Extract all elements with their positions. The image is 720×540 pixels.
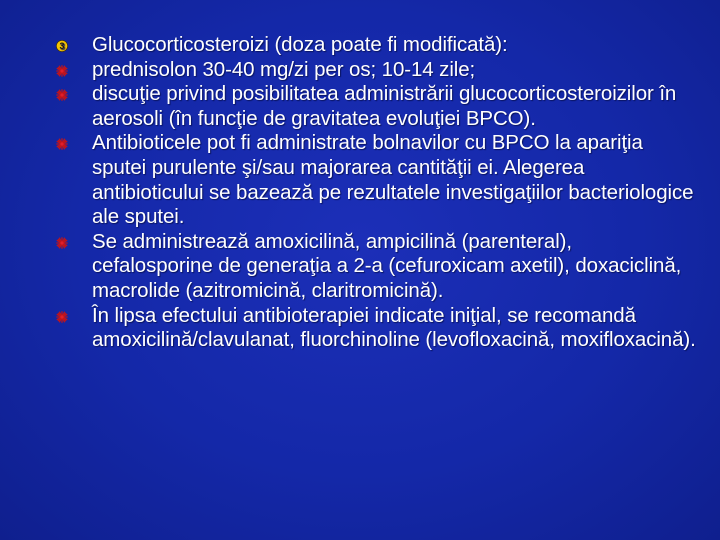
starburst-icon: [56, 237, 68, 249]
bullet-text: Se administrează amoxicilină, ampicilină (parenteral), cefalosporine de generaţia a 2-a (cefuroxicam axetil), doxaciclină, macrolide (azitromicină, claritromicină).: [92, 229, 682, 302]
bullet-list: [56, 33, 696, 353]
bullet-text: prednisolon 30-40 mg/zi per os; 10-14 zile;: [92, 57, 476, 81]
bullet-text: Glucocorticosteroizi (doza poate fi modificată):: [92, 33, 508, 56]
bullet-item-administered-drugs: [56, 230, 696, 304]
bullet-item-fallback-therapy: [56, 304, 696, 353]
bullet-text: discuţie privind posibilitatea administrării glucocorticosteroizilor în aerosoli (în funcţie de gravitatea evoluţiei BPCO).: [92, 82, 677, 130]
numbered-circle-icon: [56, 40, 68, 52]
starburst-icon: [56, 138, 68, 150]
bullet-text: Antibioticele pot fi administrate bolnavilor cu BPCO la apariţia sputei purulente şi/sau majorarea cantităţii ei. Alegerea antibioticului se bazează pe rezultatele investigaţiilor bacteriologice ale sputei.: [92, 131, 694, 229]
bullet-item-prednisolon: [56, 58, 696, 83]
starburst-icon: [56, 311, 68, 323]
bullet-text: În lipsa efectului antibioterapiei indicate iniţial, se recomandă amoxicilină/clavulanat, fluorchinoline (levofloxacină, moxifloxacină).: [92, 303, 696, 352]
bullet-item-glucocorticosteroids: [56, 33, 696, 58]
numbered-circle-digit: 3: [59, 41, 65, 52]
bullet-item-aerosol-discussion: [56, 82, 696, 131]
bullet-item-antibiotics: [56, 131, 696, 229]
starburst-icon: [56, 89, 68, 101]
starburst-icon: [56, 65, 68, 77]
